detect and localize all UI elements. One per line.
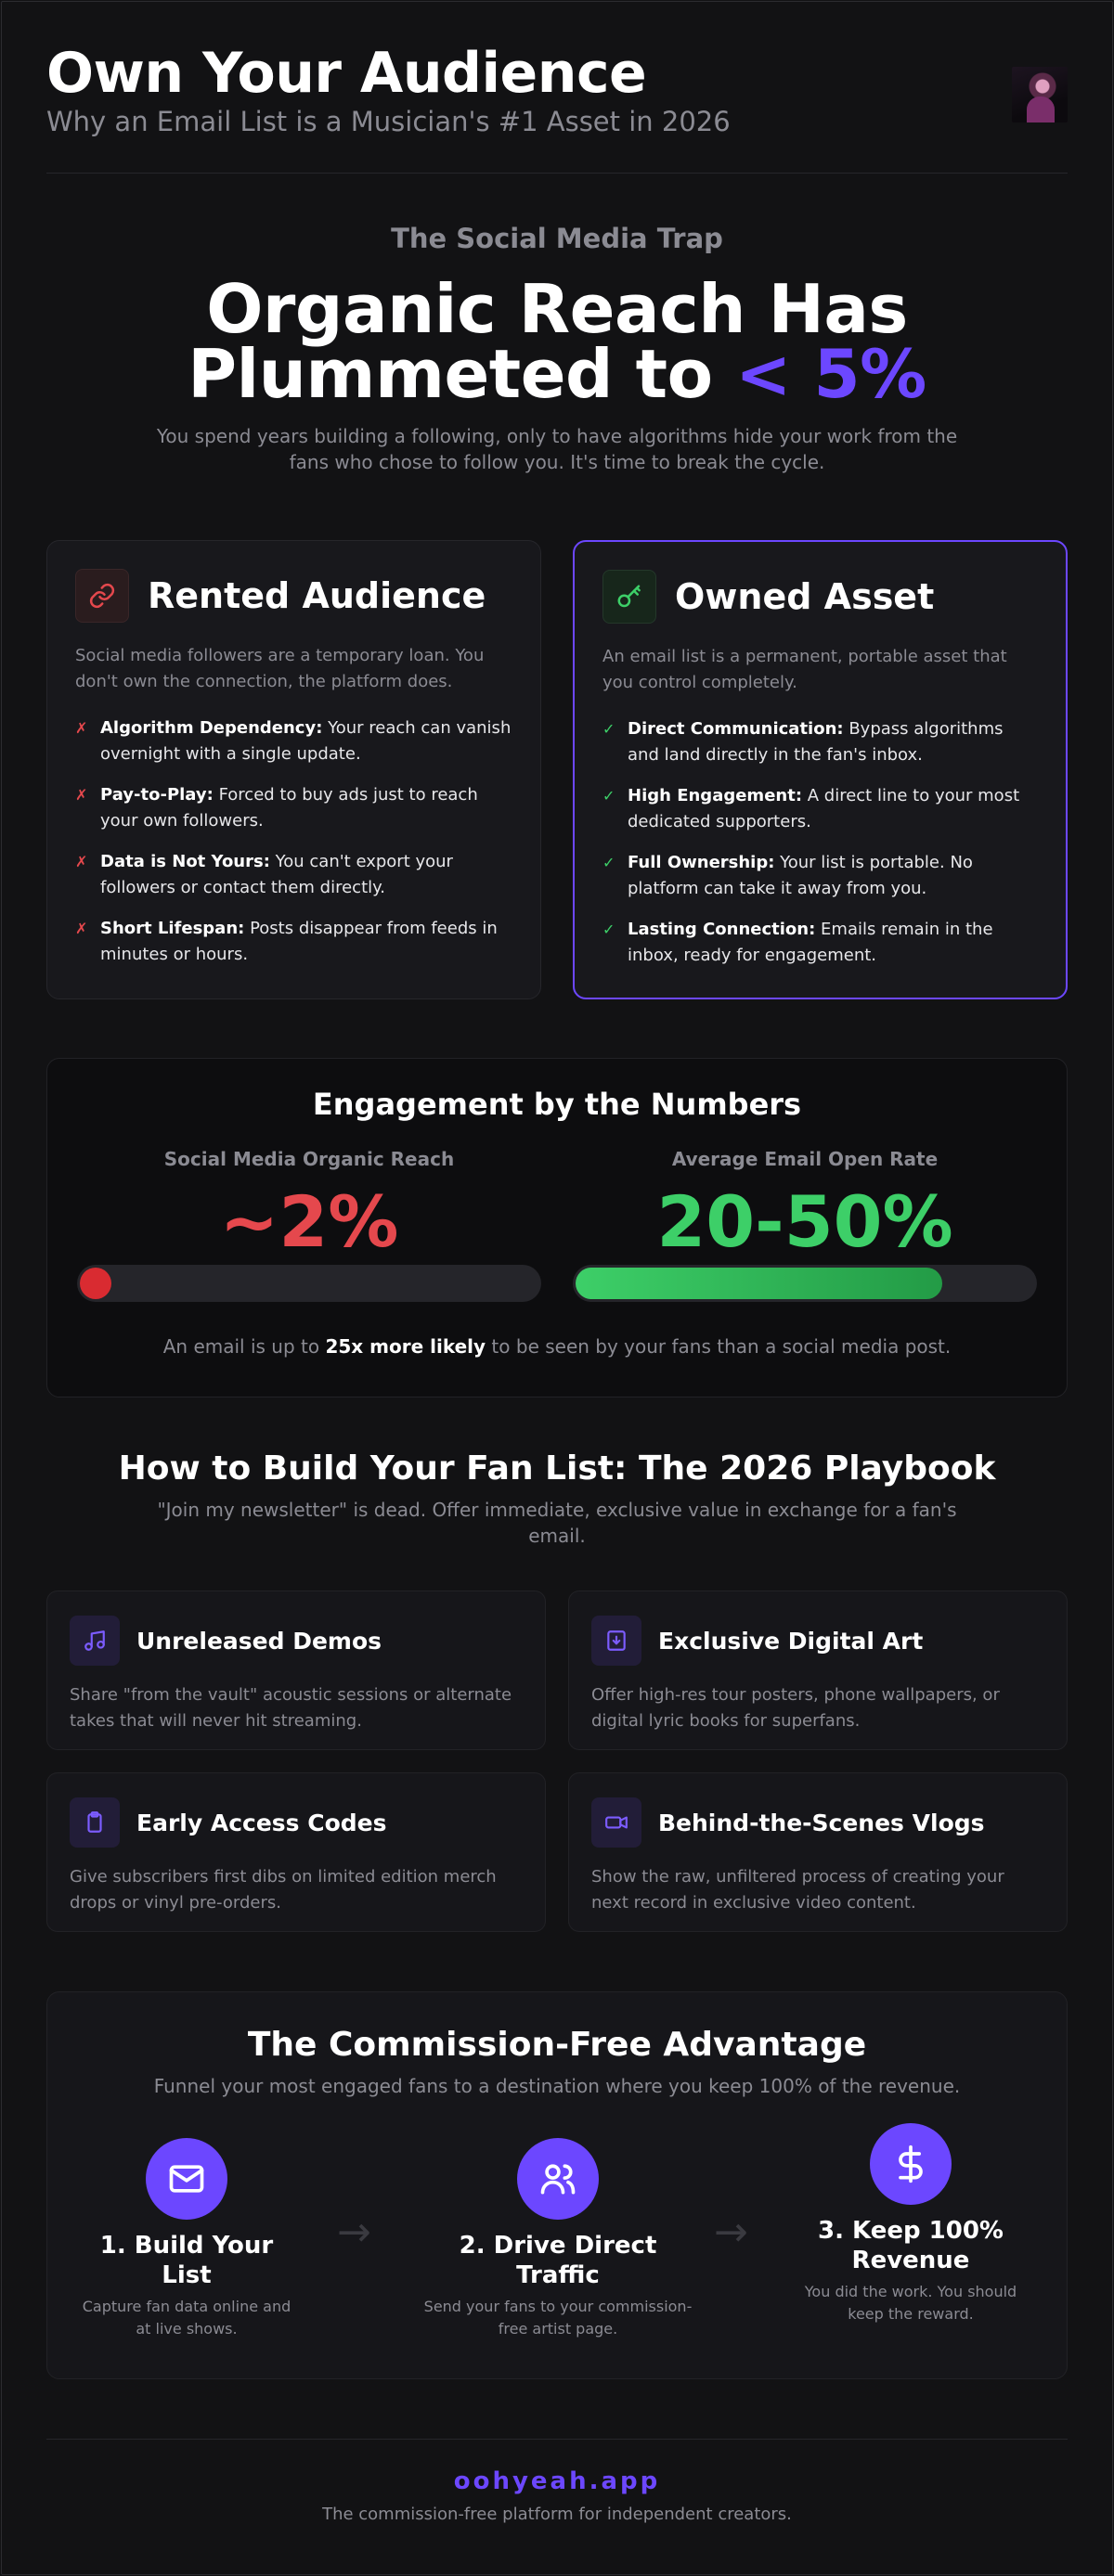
link-icon <box>75 569 129 623</box>
check-icon: ✓ <box>602 787 615 805</box>
email-open-rate-bar-fill <box>576 1268 942 1299</box>
step-description: Send your fans to your commission-free artist page. <box>423 2298 693 2338</box>
mail-icon <box>146 2138 227 2220</box>
list-item <box>602 917 1038 969</box>
social-reach-label: Social Media Organic Reach <box>163 1148 455 1170</box>
step-keep-revenue <box>799 2123 1022 2325</box>
playbook-tile-unreleased-demos <box>46 1591 546 1750</box>
cross-icon: ✗ <box>75 786 88 804</box>
tile-title: Exclusive Digital Art <box>658 1627 924 1655</box>
list-item <box>602 850 1038 902</box>
music-note-icon <box>70 1616 120 1666</box>
social-reach-bar <box>77 1265 541 1302</box>
arrow-right-icon: → <box>714 2209 748 2256</box>
page-subtitle: Why an Email List is a Musician's #1 Asset in 2026 <box>46 106 731 137</box>
item-text: Bypass algorithms and land directly in the fan's inbox. <box>628 719 1004 765</box>
owned-asset-card <box>573 540 1068 999</box>
playbook-tile-vlogs <box>568 1772 1068 1932</box>
check-icon: ✓ <box>602 854 615 871</box>
check-icon: ✓ <box>602 720 615 738</box>
item-bold: Data is Not Yours: <box>100 852 270 871</box>
trap-headline-line2: Plummeted to <box>188 335 713 413</box>
note-text: An email is up to <box>162 1335 326 1358</box>
email-open-rate-bar <box>573 1265 1037 1302</box>
playbook-title: How to Build Your Fan List: The 2026 Playbook <box>118 1449 996 1488</box>
step-drive-traffic <box>419 2138 697 2340</box>
engagement-numbers-section <box>46 1058 1068 1397</box>
social-media-trap-section <box>46 223 1068 475</box>
footer-tagline: The commission-free platform for independent creators. <box>322 2505 792 2524</box>
tile-title: Early Access Codes <box>136 1809 387 1836</box>
playbook-header <box>46 1449 1068 1549</box>
page-title: Own Your Audience <box>46 41 647 106</box>
footer <box>46 2439 1068 2550</box>
cross-icon: ✗ <box>75 920 88 937</box>
item-text: You can't export your followers or contact them directly. <box>100 852 453 897</box>
check-icon: ✓ <box>602 921 615 938</box>
arrow-right-icon: → <box>337 2209 371 2256</box>
item-bold: Short Lifespan: <box>100 919 245 938</box>
tile-description: Offer high-res tour posters, phone wallpapers, or digital lyric books for superfans. <box>591 1685 1000 1731</box>
tile-description: Give subscribers first dibs on limited edition merch drops or vinyl pre-orders. <box>70 1867 497 1913</box>
item-bold: Pay-to-Play: <box>100 785 214 805</box>
item-text: Your list is portable. No platform can take it away from you. <box>628 853 973 898</box>
playbook-subtitle: "Join my newsletter" is dead. Offer immediate, exclusive value in exchange for a fan's email. <box>157 1499 957 1547</box>
commission-free-section <box>46 1991 1068 2379</box>
item-bold: Lasting Connection: <box>628 920 816 939</box>
step-title: 3. Keep 100% Revenue <box>818 2217 1004 2274</box>
social-reach-stat <box>77 1148 541 1302</box>
social-reach-value: ~2% <box>219 1180 399 1263</box>
playbook-grid <box>46 1591 1068 1932</box>
step-description: Capture fan data online and at live shows. <box>82 2298 291 2338</box>
image-download-icon <box>591 1616 641 1666</box>
email-open-rate-label: Average Email Open Rate <box>671 1148 939 1170</box>
numbers-note <box>47 1335 1067 1358</box>
clipboard-icon <box>70 1797 120 1848</box>
playbook-tile-digital-art <box>568 1591 1068 1750</box>
item-text: Forced to buy ads just to reach your own followers. <box>100 785 478 831</box>
playbook-tile-early-access <box>46 1772 546 1932</box>
tile-title: Unreleased Demos <box>136 1627 382 1655</box>
dollar-icon <box>870 2123 952 2205</box>
item-bold: Full Ownership: <box>628 853 775 872</box>
item-bold: Direct Communication: <box>628 719 844 739</box>
item-text: A direct line to your most dedicated supporters. <box>628 786 1020 831</box>
cross-icon: ✗ <box>75 853 88 870</box>
tile-description: Show the raw, unfiltered process of creating your next record in exclusive video content. <box>591 1867 1004 1913</box>
comparison-section <box>46 540 1068 999</box>
item-text: Posts disappear from feeds in minutes or hours. <box>100 919 498 964</box>
tile-title: Behind-the-Scenes Vlogs <box>658 1809 985 1836</box>
artist-avatar <box>1012 67 1068 122</box>
list-item <box>75 715 512 767</box>
trap-body: You spend years building a following, only to have algorithms hide your work from the fans who chose to follow you. It's time to break the cycle. <box>156 425 958 473</box>
key-icon <box>602 570 656 624</box>
list-item <box>75 849 512 901</box>
social-reach-bar-fill <box>80 1268 111 1299</box>
list-item <box>602 783 1038 835</box>
step-build-list <box>75 2138 298 2340</box>
trap-headline-accent: < 5% <box>735 335 926 413</box>
owned-asset-title: Owned Asset <box>675 576 935 617</box>
header <box>46 39 1068 174</box>
commission-steps <box>47 2116 1067 2357</box>
trap-headline <box>46 270 1068 413</box>
rented-audience-title: Rented Audience <box>148 575 486 616</box>
rented-audience-description: Social media followers are a temporary loan. You don't own the connection, the platform does. <box>75 646 485 691</box>
numbers-title: Engagement by the Numbers <box>312 1087 802 1122</box>
commission-subtitle: Funnel your most engaged fans to a destination where you keep 100% of the revenue. <box>153 2075 961 2097</box>
commission-title: The Commission-Free Advantage <box>247 2026 867 2064</box>
footer-brand-link[interactable]: oohyeah.app <box>453 2467 661 2495</box>
item-text: Your reach can vanish overnight with a single update. <box>100 718 512 764</box>
item-bold: High Engagement: <box>628 786 803 805</box>
step-description: You did the work. You should keep the reward. <box>804 2283 1017 2323</box>
item-bold: Algorithm Dependency: <box>100 718 323 738</box>
owned-asset-description: An email list is a permanent, portable asset that you control completely. <box>602 647 1007 692</box>
trap-kicker: The Social Media Trap <box>391 223 723 254</box>
step-title: 1. Build Your List <box>99 2232 274 2289</box>
rented-audience-card <box>46 540 541 999</box>
item-text: Emails remain in the inbox, ready for engagement. <box>628 920 993 965</box>
owned-asset-list <box>602 716 1038 969</box>
tile-description: Share "from the vault" acoustic sessions or alternate takes that will never hit streaming. <box>70 1685 512 1731</box>
list-item <box>602 716 1038 768</box>
note-emphasis: 25x more likely <box>325 1335 486 1358</box>
email-open-rate-value: 20-50% <box>656 1180 953 1263</box>
video-camera-icon <box>591 1797 641 1848</box>
cross-icon: ✗ <box>75 719 88 737</box>
step-title: 2. Drive Direct Traffic <box>459 2232 657 2289</box>
list-item <box>75 782 512 834</box>
users-icon <box>517 2138 599 2220</box>
list-item <box>75 916 512 968</box>
email-open-rate-stat <box>573 1148 1037 1302</box>
trap-headline-line1: Organic Reach Has <box>206 270 908 348</box>
note-text: to be seen by your fans than a social media post. <box>486 1335 952 1358</box>
rented-audience-list <box>75 715 512 968</box>
